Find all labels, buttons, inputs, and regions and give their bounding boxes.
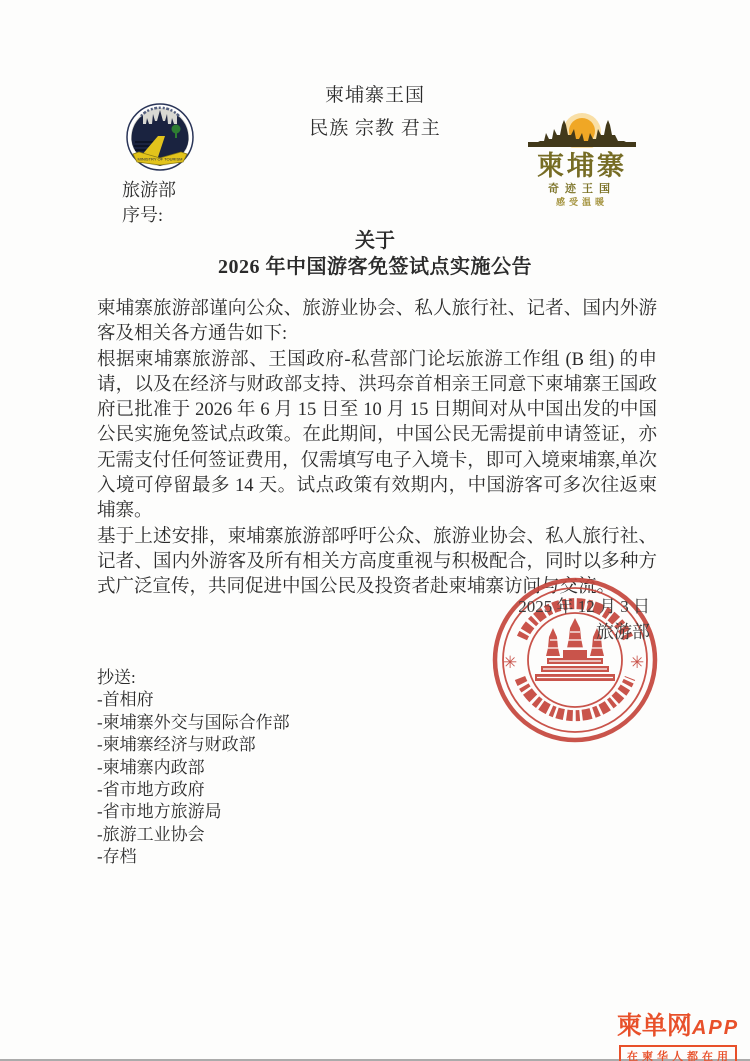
ministry-banner-text: MINISTRY OF TOURISM bbox=[137, 156, 183, 162]
watermark-brand-app: APP bbox=[691, 1017, 740, 1039]
cc-item: -存档 bbox=[97, 847, 137, 867]
body-paragraph-1: 柬埔寨旅游部谨向公众、旅游业协会、私人旅行社、记者、国内外游客及相关各方通告如下: bbox=[97, 299, 657, 345]
right-logo-tagline1: 奇迹王国 bbox=[548, 183, 616, 195]
angkor-sunrise-icon bbox=[522, 112, 642, 148]
cc-list bbox=[97, 667, 290, 869]
stamp-left-flower-icon: ✳ bbox=[503, 653, 518, 672]
cc-item: -旅游工业协会 bbox=[97, 824, 205, 844]
ministry-label: 旅游部 bbox=[122, 180, 176, 200]
cc-item: -柬埔寨经济与财政部 bbox=[97, 735, 256, 755]
cc-label: 抄送: bbox=[97, 668, 136, 687]
body-paragraph-2: 根据柬埔寨旅游部、王国政府-私营部门论坛旅游工作组 (B 组) 的申请，以及在经济与财政部支持、洪玛奈首相亲王同意下柬埔寨王国政府已批准于 2026 年 6 月 15 日至 10 月 15 日期间对从中国出发的中国公民实施免签试点政策。在此期间，中国公民无需提前申请签证，亦无需支付任何签证费用，仅需填写电子入境卡，即可入境柬埔寨,单次入境可停留最多 14 天。试点政策有效期内，中国游客可多次往返柬埔寨。 bbox=[97, 349, 657, 522]
right-logo-tagline2: 感受温暖 bbox=[555, 197, 608, 207]
watermark-brand-cn: 柬单网 bbox=[616, 1012, 692, 1040]
cc-item: -柬埔寨内政部 bbox=[97, 757, 205, 777]
body-paragraph-3: 基于上述安排，柬埔寨旅游部呼吁公众、旅游业协会、私人旅行社、记者、国内外游客及所有相关方高度重视与积极配合，同时以多种方式广泛宣传，共同促进中国公民及投资者赴柬埔寨访问与交流。 bbox=[97, 526, 657, 598]
watermark-brand-row bbox=[608, 1006, 748, 1042]
serial-number-label: 序号: bbox=[122, 205, 164, 225]
signing-department: 旅游部 bbox=[596, 622, 650, 642]
national-motto: 民族 宗教 君主 bbox=[309, 118, 441, 139]
cambodia-kingdom-of-wonder-logo bbox=[512, 112, 652, 207]
ministry-of-tourism-emblem bbox=[125, 102, 195, 181]
stamp-right-flower-icon: ✳ bbox=[630, 653, 645, 672]
cc-item: -省市地方政府 bbox=[97, 780, 205, 800]
kingdom-title: 柬埔寨王国 bbox=[324, 85, 425, 106]
right-logo-brand: 柬埔寨 bbox=[537, 151, 627, 181]
document-title-line1: 关于 bbox=[355, 230, 395, 252]
issue-date: 2025 年 12 月 3 日 bbox=[518, 597, 650, 616]
watermark-tagline-box: 在柬华人都在用 bbox=[619, 1045, 737, 1061]
cc-item: -柬埔寨外交与国际合作部 bbox=[97, 712, 290, 732]
ministry-emblem-icon bbox=[125, 102, 195, 176]
jiandan-app-watermark bbox=[608, 1006, 748, 1061]
document-title-line2: 2026 年中国游客免签试点实施公告 bbox=[218, 256, 532, 278]
cc-item: -省市地方旅游局 bbox=[97, 802, 222, 822]
cc-item: -首相府 bbox=[97, 690, 154, 710]
document-body bbox=[97, 297, 657, 601]
